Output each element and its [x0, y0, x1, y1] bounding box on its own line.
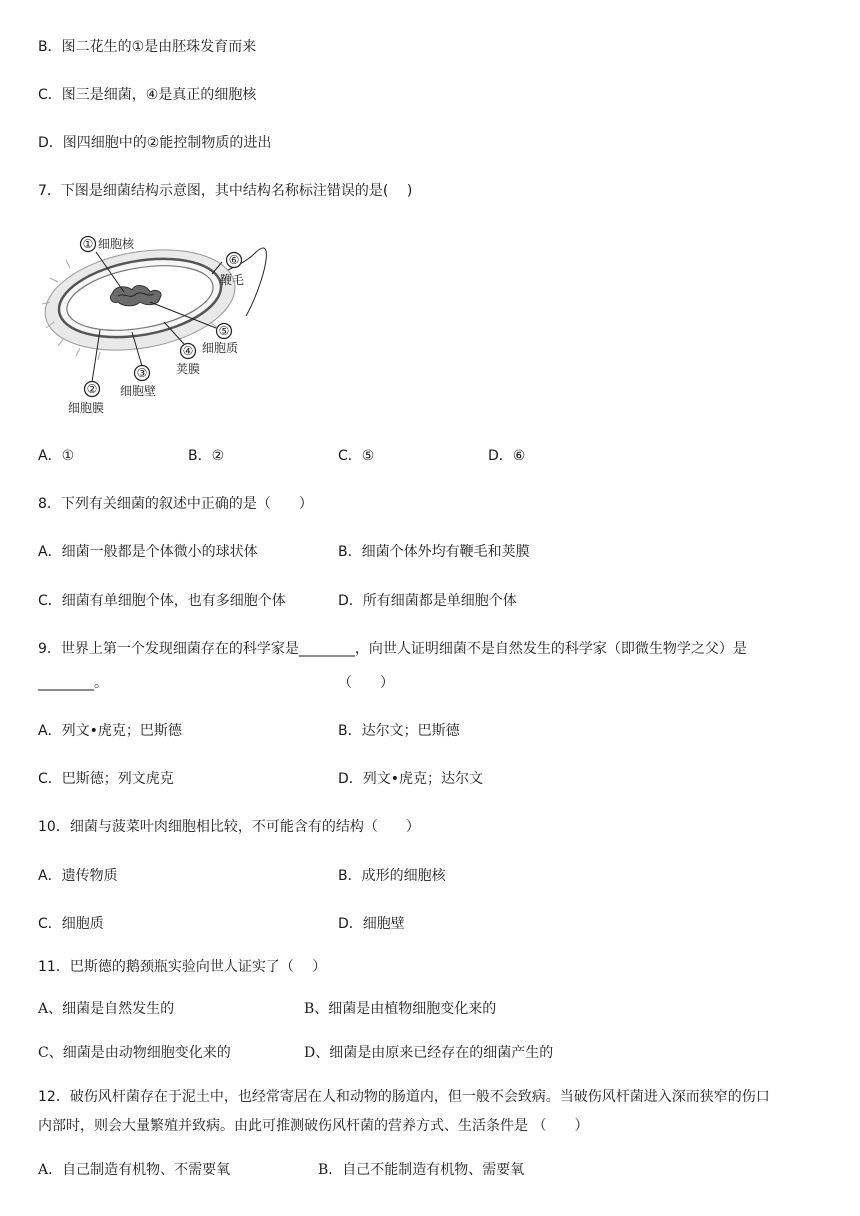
q12-option-a: A．自己制造有机物、不需要氧 [38, 1162, 231, 1178]
label-6-text: 鞭毛 [220, 273, 245, 287]
label-2-number: ② [86, 382, 98, 396]
label-5-number: ⑤ [218, 324, 230, 338]
q7-stem: 7．下图是细菌结构示意图，其中结构名称标注错误的是( ) [38, 183, 413, 199]
q9-stem-line2: ________。 [38, 675, 108, 691]
label-3-text: 细胞壁 [120, 384, 157, 398]
q9-option-b: B．达尔文；巴斯德 [338, 723, 460, 739]
label-4-text: 荚膜 [176, 362, 201, 376]
q8-stem: 8．下列有关细菌的叙述中正确的是（ ） [38, 496, 313, 512]
q10-option-c: C．细胞质 [38, 916, 104, 932]
q10-option-a: A．遗传物质 [38, 868, 118, 884]
q7-option-c: C．⑤ [338, 448, 375, 464]
q9-option-c: C．巴斯德；列文虎克 [38, 771, 174, 787]
q7-option-a: A．① [38, 448, 75, 464]
q9-answer-parentheses: （ ） [338, 675, 394, 691]
q8-option-c: C．细菌有单细胞个体，也有多细胞个体 [38, 593, 286, 609]
label-4-number: ④ [182, 344, 194, 358]
label-1-number: ① [82, 237, 94, 251]
q7-option-b: B．② [188, 448, 225, 464]
label-2-text: 细胞膜 [68, 401, 105, 415]
q10-option-b: B．成形的细胞核 [338, 868, 446, 884]
label-5-text: 细胞质 [202, 341, 239, 355]
q11-option-c: C、细菌是由动物细胞变化来的 [38, 1045, 231, 1061]
q10-stem: 10．细菌与菠菜叶肉细胞相比较，不可能含有的结构（ ） [38, 819, 420, 835]
q12-option-b: B．自己不能制造有机物、需要氧 [318, 1162, 525, 1178]
q9-option-a: A．列文•虎克；巴斯德 [38, 723, 182, 739]
q12-stem-line2: 内部时，则会大量繁殖并致病。由此可推测破伤风杆菌的营养方式、生活条件是 （ ） [38, 1118, 589, 1134]
q8-option-d: D．所有细菌都是单细胞个体 [338, 593, 517, 609]
bacteria-structure-diagram [40, 232, 280, 422]
q11-stem: 11．巴斯德的鹅颈瓶实验向世人证实了（ ） [38, 959, 327, 975]
q11-option-d: D、细菌是由原来已经存在的细菌产生的 [304, 1045, 554, 1061]
q6-option-b: B．图二花生的①是由胚珠发育而来 [38, 39, 257, 55]
q8-option-a: A．细菌一般都是个体微小的球状体 [38, 544, 258, 560]
q6-option-c: C．图三是细菌，④是真正的细胞核 [38, 87, 257, 103]
q8-option-b: B．细菌个体外均有鞭毛和荚膜 [338, 544, 530, 560]
q7-option-d: D．⑥ [488, 448, 526, 464]
q10-option-d: D．细胞壁 [338, 916, 405, 932]
q9-option-d: D．列文•虎克；达尔文 [338, 771, 484, 787]
label-6-number: ⑥ [228, 253, 240, 267]
q11-option-a: A、细菌是自然发生的 [38, 1001, 175, 1017]
label-1-text: 细胞核 [98, 237, 135, 251]
label-3-number: ③ [136, 366, 148, 380]
q6-option-d: D．图四细胞中的②能控制物质的进出 [38, 135, 272, 151]
q9-stem-line1: 9．世界上第一个发现细菌存在的科学家是________，向世人证明细菌不是自然发生的科学家（即微生物学之父）是 [38, 641, 747, 657]
q11-option-b: B、细菌是由植物细胞变化来的 [304, 1001, 497, 1017]
q12-stem-line1: 12．破伤风杆菌存在于泥土中，也经常寄居在人和动物的肠道内，但一般不会致病。当破伤风杆菌进入深而狭窄的伤口 [38, 1089, 770, 1105]
